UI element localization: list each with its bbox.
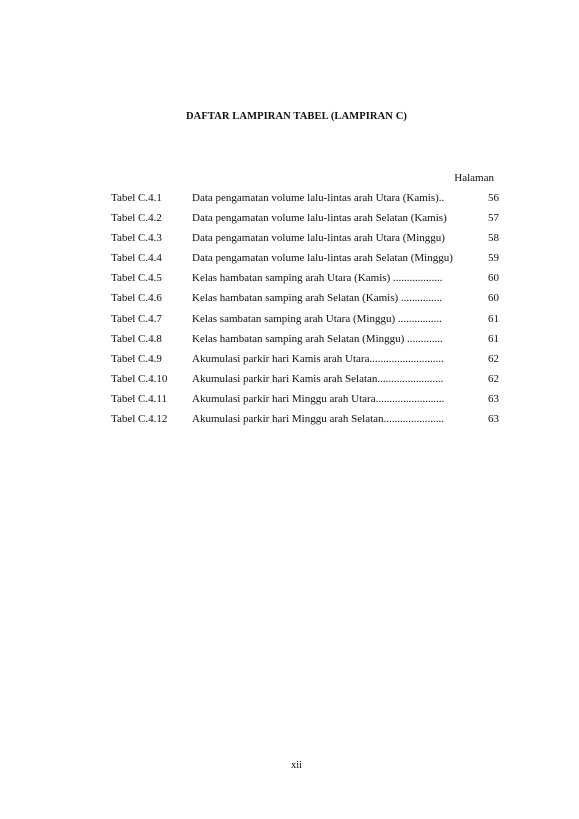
page-number: 61 [488, 312, 499, 325]
list-item [111, 313, 499, 333]
list-item [111, 212, 499, 232]
table-code: Tabel C.4.1 [111, 192, 162, 204]
page-number: 58 [488, 232, 499, 245]
table-title: Akumulasi parkir hari Minggu arah Utara......................... [192, 392, 445, 405]
page-number: 61 [488, 332, 499, 345]
list-item [111, 413, 499, 433]
page-number: 60 [488, 292, 499, 305]
table-code: Tabel C.4.8 [111, 332, 162, 345]
page-number: 57 [488, 212, 499, 225]
table-title: Data pengamatan volume lalu-lintas arah Utara (Minggu) [192, 232, 445, 245]
list-item [111, 353, 499, 373]
page-number: 62 [488, 352, 499, 365]
table-title: Akumulasi parkir hari Kamis arah Selatan........................ [192, 372, 444, 385]
page-number: 62 [488, 372, 499, 385]
table-code: Tabel C.4.3 [111, 232, 162, 245]
list-item [111, 373, 499, 393]
list-item [111, 252, 499, 272]
page-number: 63 [488, 413, 499, 426]
list-item [111, 393, 499, 413]
list-item [111, 333, 499, 353]
table-code: Tabel C.4.9 [111, 352, 162, 365]
page-number: 59 [488, 252, 499, 265]
table-title: Akumulasi parkir hari Kamis arah Utara........................... [192, 352, 444, 365]
table-title: Kelas hambatan samping arah Selatan (Minggu) ............. [192, 332, 443, 345]
table-title: Data pengamatan volume lalu-lintas arah Utara (Kamis).. [192, 192, 445, 204]
page-number: 60 [488, 272, 499, 285]
list-item [111, 272, 499, 292]
table-title: Akumulasi parkir hari Minggu arah Selatan...................... [192, 413, 445, 426]
table-code: Tabel C.4.7 [111, 312, 162, 325]
list-item [111, 192, 499, 212]
table-code: Tabel C.4.6 [111, 292, 162, 305]
page-number: 56 [488, 192, 499, 204]
table-title: Kelas hambatan samping arah Selatan (Kamis) ............... [192, 292, 443, 305]
page-column-header: Halaman [454, 172, 494, 184]
table-title: Kelas sambatan samping arah Utara (Minggu) ................ [192, 312, 442, 325]
page-footer-number: xii [290, 760, 303, 771]
table-code: Tabel C.4.2 [111, 212, 162, 225]
list-item [111, 232, 499, 252]
table-title: Data pengamatan volume lalu-lintas arah Selatan (Minggu) [192, 252, 453, 265]
list-item [111, 292, 499, 312]
table-code: Tabel C.4.5 [111, 272, 162, 285]
table-code: Tabel C.4.11 [111, 392, 167, 405]
table-title: Data pengamatan volume lalu-lintas arah Selatan (Kamis) [192, 212, 447, 225]
table-code: Tabel C.4.12 [111, 413, 168, 426]
table-list [111, 192, 499, 433]
page-title: DAFTAR LAMPIRAN TABEL (LAMPIRAN C) [186, 111, 407, 122]
table-code: Tabel C.4.4 [111, 252, 162, 265]
table-code: Tabel C.4.10 [111, 372, 168, 385]
table-title: Kelas hambatan samping arah Utara (Kamis) .................. [192, 272, 443, 285]
page-number: 63 [488, 392, 499, 405]
